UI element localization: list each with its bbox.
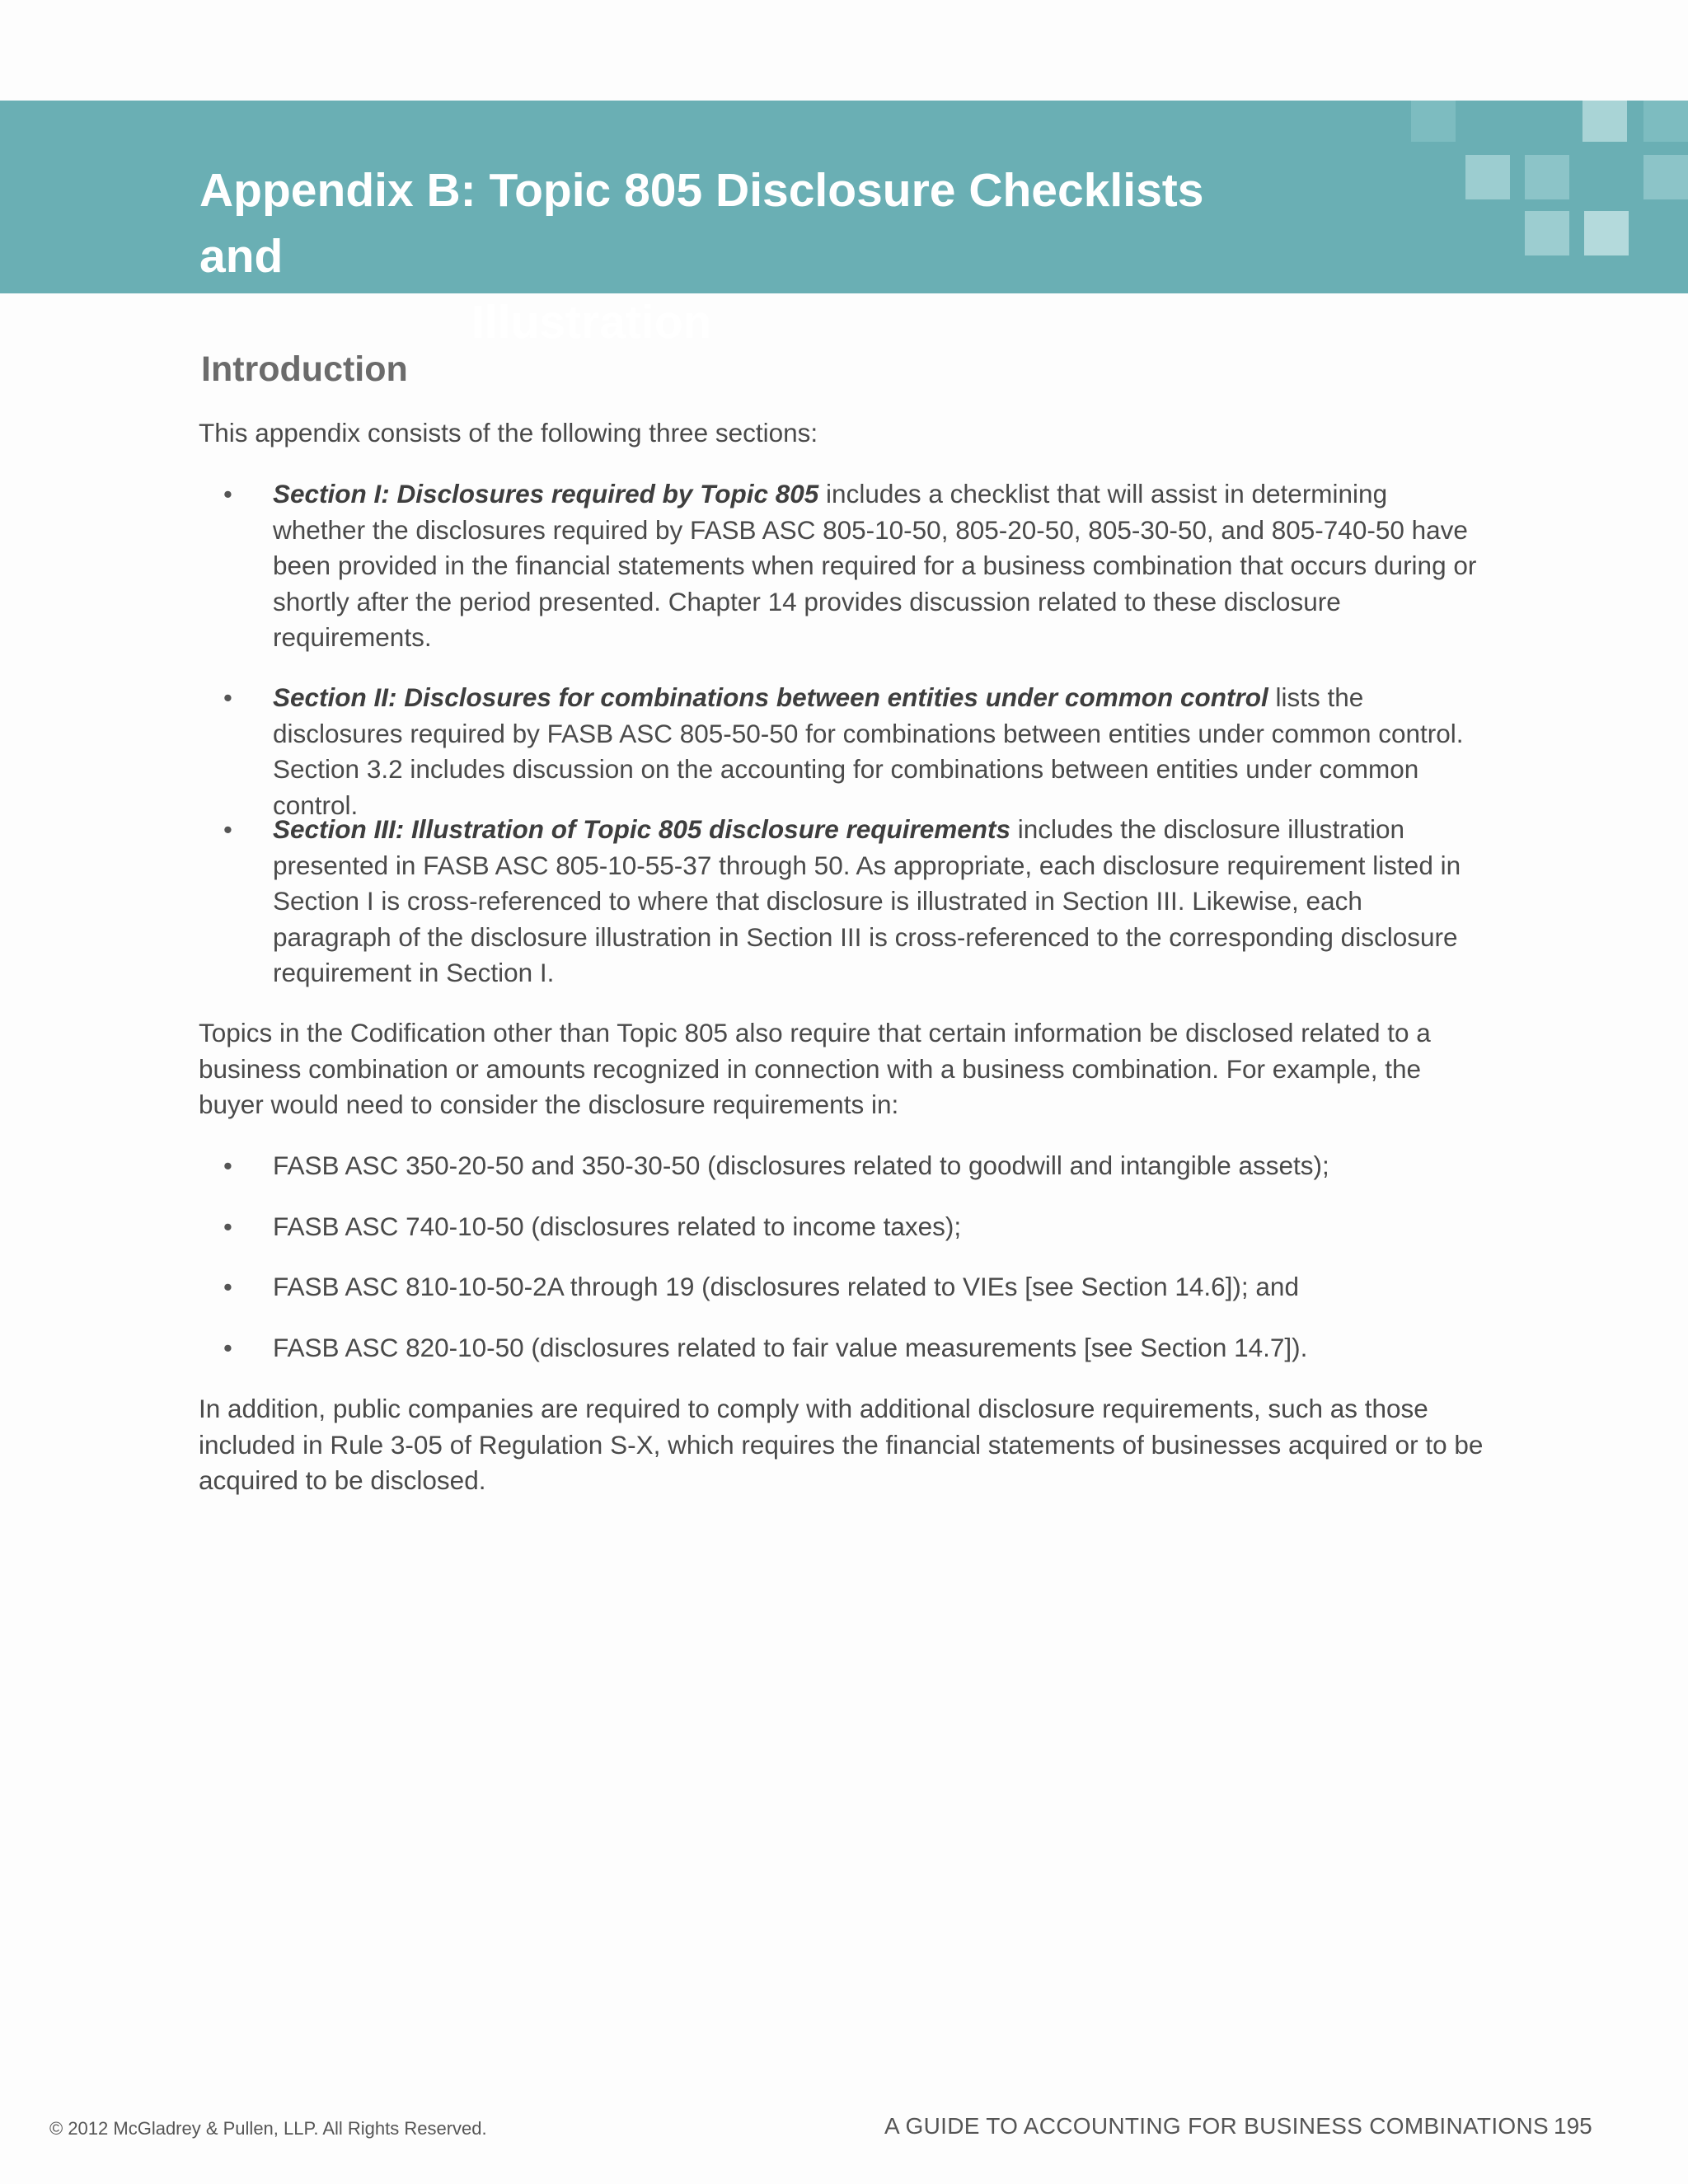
decor-square bbox=[1582, 101, 1627, 142]
list-item-text: FASB ASC 820-10-50 (disclosures related to fair value measurements [see Section 14.7]). bbox=[273, 1333, 1308, 1362]
decor-square bbox=[1584, 211, 1629, 255]
footer-book-title: A GUIDE TO ACCOUNTING FOR BUSINESS COMBINATIONS bbox=[884, 2113, 1549, 2139]
list-item-lead: Section II: Disclosures for combinations between entities under common control bbox=[273, 682, 1268, 712]
decor-square bbox=[1643, 155, 1688, 199]
decor-square bbox=[1411, 101, 1456, 142]
list-item-text bbox=[273, 680, 1484, 823]
page-title-line-1: Appendix B: Topic 805 Disclosure Checklists and bbox=[199, 164, 1204, 283]
list-item-body: includes the disclosure illustration presented in FASB ASC 805-10-55-37 through 50. As appropriate, each disclosure requirement listed in Section I is cross-referenced to where that disclosure is illustrated in Section III. Likewise, each paragraph of the disclosure illustration in Section III is cross-referenced to the corresponding disclosure requirement in Section I. bbox=[273, 814, 1461, 987]
decor-square bbox=[1525, 211, 1569, 255]
list-item-text: FASB ASC 810-10-50-2A through 19 (disclosures related to VIEs [see Section 14.6]); and bbox=[273, 1272, 1299, 1301]
page-number: 195 bbox=[1554, 2113, 1592, 2139]
list-item-text: FASB ASC 740-10-50 (disclosures related to income taxes); bbox=[273, 1212, 962, 1241]
section-heading: Introduction bbox=[201, 349, 408, 389]
header-banner bbox=[0, 101, 1688, 349]
list-item-body: includes a checklist that will assist in determining whether the disclosures required by FASB ASC 805-10-50, 805-20-50, 805-30-50, and 805-740-50 have been provided in the financial statements when required for a business combination that occurs during or shortly after the period presented. Chapter 14 provides discussion related to these disclosure requirements. bbox=[273, 479, 1477, 652]
page-title bbox=[199, 157, 1271, 355]
bullet-icon: • bbox=[223, 1212, 232, 1241]
bullet-icon: • bbox=[223, 1272, 232, 1301]
bullet-icon: • bbox=[223, 1151, 232, 1180]
footer-copyright: © 2012 McGladrey & Pullen, LLP. All Rights Reserved. bbox=[49, 2118, 487, 2139]
list-item-text bbox=[273, 812, 1484, 991]
page-title-line-2: Illustration bbox=[471, 296, 712, 349]
body-paragraph: Topics in the Codification other than Topic 805 also require that certain information be disclosed related to a business combination or amounts recognized in connection with a business combination. For example, the buyer would need to consider the disclosure requirements in: bbox=[199, 1018, 1431, 1119]
list-item-body: lists the disclosures required by FASB ASC 805-50-50 for combinations between entities under common control. Section 3.2 includes discussion on the accounting for combinations between entities under common control. bbox=[273, 682, 1464, 820]
decor-square bbox=[1465, 155, 1510, 199]
list-item-text bbox=[273, 476, 1484, 656]
decor-square bbox=[1643, 101, 1688, 142]
bullet-icon: • bbox=[223, 480, 232, 509]
list-item-lead: Section I: Disclosures required by Topic 805 bbox=[273, 479, 819, 509]
bullet-icon: • bbox=[223, 815, 232, 844]
decor-square bbox=[1525, 155, 1569, 199]
body-paragraph: In addition, public companies are required to comply with additional disclosure requirements, such as those included in Rule 3-05 of Regulation S-X, which requires the financial statements of businesses acquired or to be acquired to be disclosed. bbox=[199, 1394, 1484, 1495]
bullet-icon: • bbox=[223, 1333, 232, 1362]
list-item-text: FASB ASC 350-20-50 and 350-30-50 (disclosures related to goodwill and intangible assets); bbox=[273, 1151, 1329, 1180]
list-item-lead: Section III: Illustration of Topic 805 disclosure requirements bbox=[273, 814, 1011, 844]
intro-paragraph: This appendix consists of the following three sections: bbox=[199, 418, 818, 448]
bullet-icon: • bbox=[223, 683, 232, 712]
